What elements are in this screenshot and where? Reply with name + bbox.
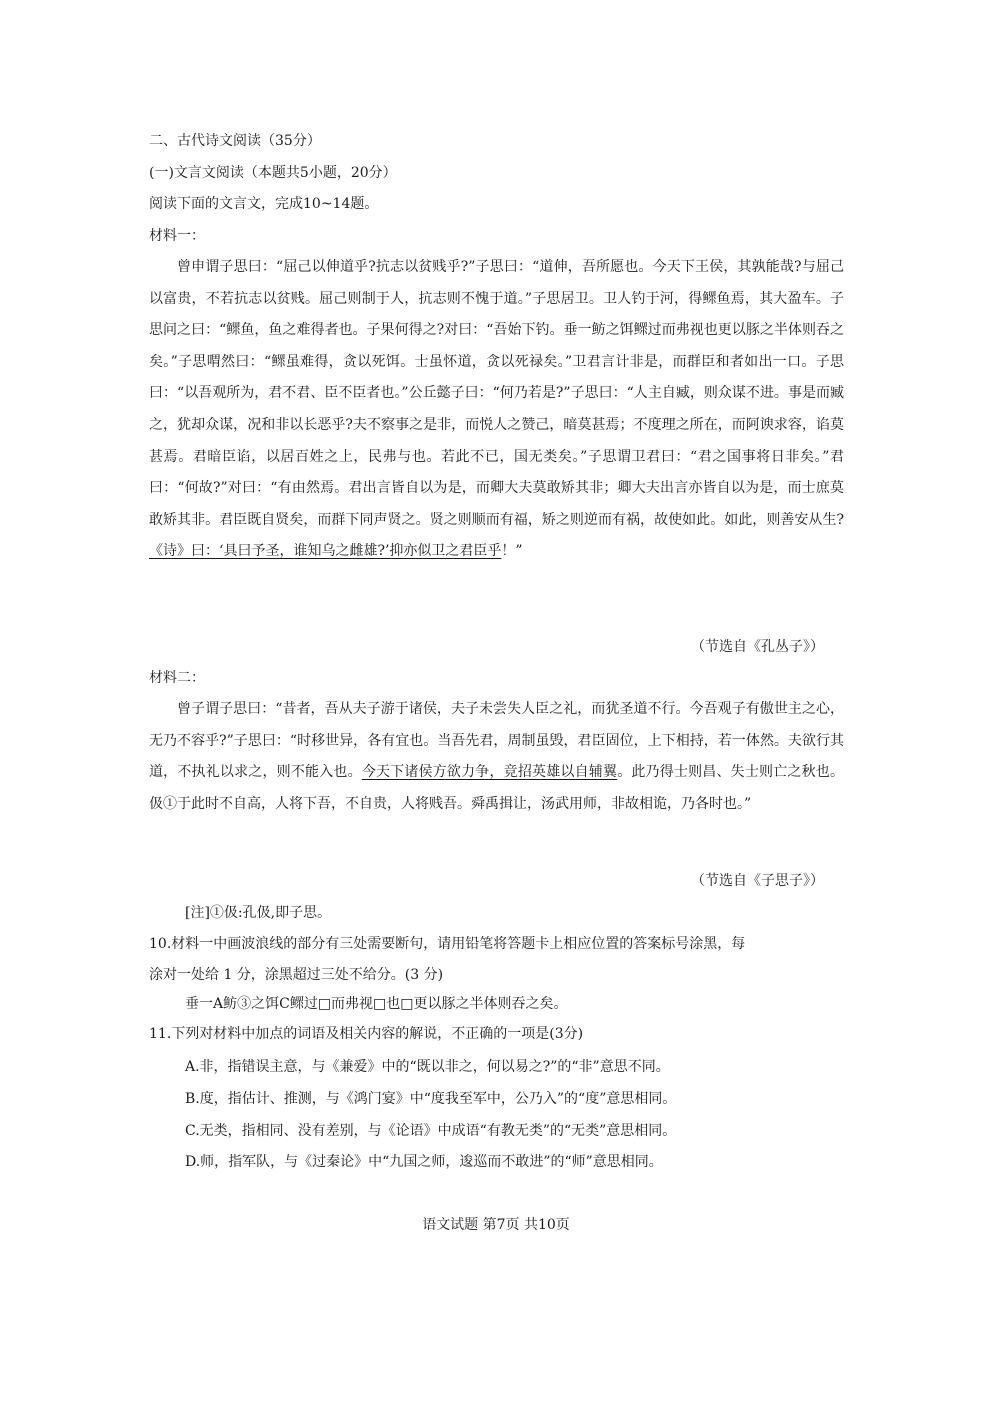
material1-text: 曾申谓子思曰：“屈己以伸道乎?抗志以贫贱乎?”子思曰：“道伸，吾所愿也。今天下王侯，其孰能哉?与屈己以富贵，不若抗志以贫贱。屈己则制于人，抗志则不愧于道。”子思居卫。卫人钓于河，得鳏鱼焉，其大盈车。子思问之曰：“鳏鱼，鱼之难得者也。子果何得之?对曰：“吾始下钓。垂一鲂之饵鳏过而弗视也更以豚之半体则吞之矣。”子思喟然曰：“鳏虽难得，贪以死饵。士虽怀道，贪以死禄矣。”卫君言计非是，而群臣和者如出一口。子思曰：“以吾观所为，君不君、臣不臣者也。”公丘懿子曰：“何乃若是?”子思曰：“人主自臧，则众谋不进。事是而臧之，犹却众谋，况和非以长恶乎?夫不察事之是非，而悦人之赞己，暗莫甚焉；不度理之所在，而阿谀求容，谄莫甚焉。君暗臣谄，以居百姓之上，民弗与也。若此不已，国无类矣。”子思谓卫君曰：“君之国事将日非矣。”君曰：“何故?”对曰：“有由然焉。君出言皆自以为是，而卿大夫莫敢矫其非；卿大夫出言亦皆自以为是，而士庶莫敢矫其非。君臣既自贤矣，而群下同声贤之。贤之则顺而有福，矫之则逆而有祸，故使如此。如此，则善安从生? (149, 259, 844, 528)
reading-instruction: 阅读下面的文言文，完成10~14题。 (149, 196, 379, 212)
material1-source: （节选自《孔丛子》） (691, 639, 824, 655)
q11-stem: 11.下列对材料中加点的词语及相关内容的解说，不正确的一项是(3分) (149, 1026, 584, 1042)
q10-line2: 涂对一处给 1 分，涂黑超过三处不给分。(3 分) (149, 967, 444, 983)
section-subtitle: (一)文言文阅读（本题共5小题，20分） (149, 165, 397, 181)
material2-underlined-sentence: 今天下诸侯方欲力争，竞招英雄以自辅翼 (361, 764, 618, 781)
material2-text-b: 。此乃得士则昌、失士则亡之秋也。伋①于此时不自高，人将下吾，不自贵，人将贱吾。舜禹揖让，汤武用师，非故相诡，乃各时也。” (149, 764, 844, 812)
material1-text-end: ！” (501, 543, 523, 560)
section-title: 二、古代诗文阅读（35分） (149, 133, 321, 149)
page-footer: 语文试题 第7页 共10页 (422, 1217, 570, 1233)
q11-option-c: C.无类，指相同、没有差别，与《论语》中成语“有教无类”的“无类”意思相同。 (185, 1123, 677, 1139)
material2-text: 曾子谓子思曰：“昔者，吾从夫子游于诸侯，夫子未尝失人臣之礼，而犹圣道不行。今吾观子有傲世主之心，无乃不容乎?”子思曰：“时移世异，各有宜也。当吾先君，周制虽毁，君臣固位，上下相持，若一体然。夫欲行其道，不执礼以求之，则不能入也。 (149, 701, 844, 781)
material1-underlined-quote: 《诗》曰：‘具曰予圣，谁知乌之雌雄?’抑亦似卫之君臣乎 (149, 543, 502, 560)
q10-line1: 10.材料一中画波浪线的部分有三处需要断句，请用铅笔将答题卡上相应位置的答案标号涂黑，每 (149, 936, 746, 952)
annotation-note: [注]①伋:孔伋,即子思。 (185, 905, 332, 921)
material2-label: 材料二： (149, 670, 205, 686)
material2-passage (149, 694, 844, 820)
material2-source: （节选自《子思子》） (691, 873, 824, 889)
q11-option-a: A.非，指错误主意，与《兼爱》中的“既以非之，何以易之?”的“非”意思不同。 (185, 1059, 670, 1075)
material1-passage (149, 252, 844, 568)
q10-sentence: 垂一A鲂③之饵C鳏过□而弗视□也□更以豚之半体则吞之矣。 (185, 996, 568, 1012)
material1-label: 材料一： (149, 228, 205, 244)
q11-option-d: D.师，指军队，与《过秦论》中“九国之师，逡巡而不敢进”的“师”意思相同。 (185, 1154, 663, 1170)
q11-option-b: B.度，指估计、推测，与《鸿门宴》中“度我至军中，公乃入”的“度”意思相同。 (185, 1091, 677, 1107)
